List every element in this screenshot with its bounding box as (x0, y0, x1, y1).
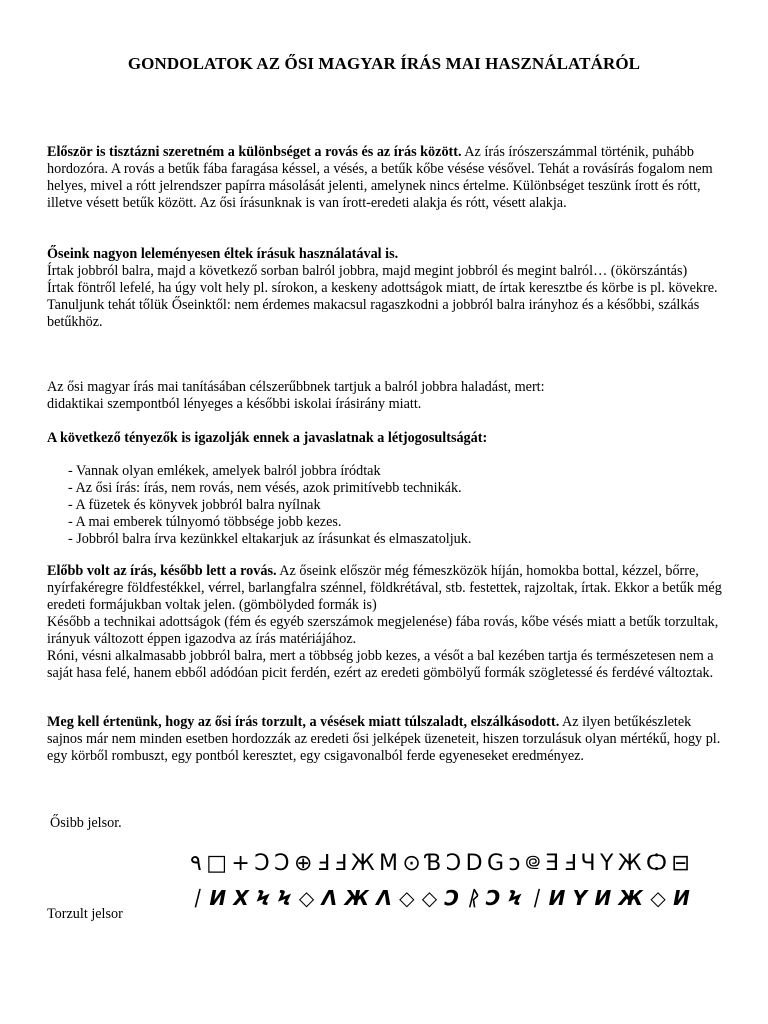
distorted-glyph: ◇ (650, 886, 666, 910)
paragraph-distortion (47, 714, 727, 765)
distorted-glyph: Ж (344, 886, 369, 910)
older-glyph: Ɔ (254, 851, 270, 876)
distorted-glyph: ᛁ (529, 886, 542, 910)
distorted-glyph: ᚱ (466, 886, 479, 910)
distorted-glyph: Ϟ (277, 886, 292, 910)
older-glyph: Ⅎ (333, 851, 347, 876)
older-glyph: Ⅎ (563, 851, 577, 876)
older-glyph: ↄ (508, 851, 521, 876)
list-item: - Jobbról balra írva kezünkkel eltakarjuk az írásunkat és elmaszatoljuk. (68, 531, 472, 547)
distorted-glyph-row (190, 886, 690, 910)
older-glyph: Ɔ (274, 851, 290, 876)
page-title: GONDOLATOK AZ ŐSI MAGYAR ÍRÁS MAI HASZNÁLATÁRÓL (127, 54, 641, 73)
older-glyph-row (190, 846, 690, 881)
older-glyph: ⊙ (402, 851, 421, 876)
paragraph-line: Írtak jobbról balra, majd a következő sorban balról jobbra, majd megint jobbról és megint balról… (ökörszántás) (47, 263, 688, 279)
distorted-glyph: Y (572, 886, 588, 910)
paragraph-ancestors-usage (47, 246, 727, 331)
older-glyph: ⊕ (293, 851, 313, 876)
paragraph-heading: Először is tisztázni szeretném a különbséget a rovás és az írás között. (47, 144, 462, 160)
distorted-glyph-row-label: Torzult jelsor (47, 906, 123, 922)
distorted-glyph: И (594, 886, 612, 910)
list-item: - A mai emberek túlnyomó többsége jobb kezes. (68, 514, 342, 530)
older-glyph: Ж (350, 851, 375, 876)
older-glyph: Ж (617, 851, 642, 876)
distorted-glyph: Ϟ (256, 886, 271, 910)
older-glyph: Ɔ (445, 851, 462, 876)
paragraph-body: Az őseink először még fémeszközök híján, homokba bottal, kézzel, bőrre, nyírfakéregre földfestékkel, vérrel, barlangfalra szénnel, földkrétával, stb. festettek, rajzoltak, írtak. Ekkor a betűk még eredeti formájukban voltak jelen. (gömbölyded formák is) (47, 563, 722, 613)
distorted-glyph: Ɔ (485, 886, 501, 910)
paragraph-body: Az írás írószerszámmal történik, puhább hordozóra. A rovás a betűk fába faragása késsel, a vésés, a betűk kőbe vésése vésővel. Tehát a rovásírás fogalom nem helyes, mivel a rótt jelrendszer papírra másolását jelenti, amelynek nincs értelme. Különbséget teszünk írott és rótt, illetve vésett betűk között. Az ősi írásunknak is van írott-eredeti alakja és rótt, vésett alakja. (47, 144, 713, 211)
list-item: - Vannak olyan emlékek, amelyek balról jobbra íródtak (68, 463, 381, 479)
paragraph-factors-heading (47, 430, 727, 447)
older-glyph-row-label: Ősibb jelsor. (50, 815, 122, 831)
distorted-glyph: ᛁ (190, 886, 202, 910)
older-glyph: Ɥ (580, 851, 596, 876)
distorted-glyph: Ж (618, 886, 644, 910)
paragraph-heading: Őseink nagyon leleményesen éltek írásuk használatával is. (47, 246, 399, 262)
distorted-glyph: Λ (321, 886, 338, 910)
distorted-glyph: Λ (376, 886, 392, 910)
distorted-glyph: ◇ (399, 886, 415, 910)
paragraph-writing-vs-carving (47, 144, 727, 212)
paragraph-heading: Előbb volt az írás, később lett a rovás. (47, 563, 277, 579)
list-item: - A füzetek és könyvek jobbról balra nyílnak (68, 497, 321, 513)
paragraph-line: Később a technikai adottságok (fém és egyéb szerszámok megjelenése) fába rovás, kőbe vésés miatt a betűk torzultak, irányuk változott éppen igazodva az írás matériájához. (47, 614, 719, 647)
paragraph-line: Az ősi magyar írás mai tanításában célszerűbbnek tartjuk a balról jobbra haladást, mert: (47, 379, 545, 395)
distorted-glyph: Ϟ (507, 886, 522, 910)
older-glyph: ᪤ (524, 850, 541, 875)
distorted-glyph: И (548, 886, 566, 910)
older-glyph: Ɓ (425, 851, 442, 876)
distorted-glyph: ◇ (421, 886, 438, 910)
older-glyph: Y (600, 851, 614, 876)
distorted-glyph: Ͻ (444, 886, 460, 910)
older-glyph: D (465, 851, 483, 876)
paragraph-line: Írtak föntről lefelé, ha úgy volt hely pl. sírokon, a keskeny adottságok miatt, de írtak keresztbe és körbe is pl. kövekre. (47, 280, 718, 296)
older-glyph: + (231, 851, 250, 876)
factors-list (68, 463, 471, 548)
older-glyph: Ǝ (545, 851, 560, 876)
distorted-glyph: И (673, 886, 690, 910)
distorted-glyph: И (209, 886, 227, 910)
older-glyph: G (486, 851, 504, 876)
paragraph-line: didaktikai szempontból lényeges a későbbi iskolai írásirány miatt. (47, 396, 422, 412)
paragraph-writing-before-carving (47, 563, 727, 682)
distorted-glyph: ◇ (298, 886, 315, 910)
paragraph-heading: A következő tényezők is igazolják ennek a javaslatnak a létjogosultságát: (47, 430, 488, 446)
list-item: - Az ősi írás: írás, nem rovás, nem vésés, azok primitívebb technikák. (68, 480, 462, 496)
older-glyph: ٩ (190, 851, 202, 876)
older-glyph: M (378, 851, 398, 876)
paragraph-teaching-direction (47, 379, 727, 413)
paragraph-line: Tanuljunk tehát tőlük Őseinktől: nem érdemes makacsul ragaszkodni a jobbról balra irányhoz és a későbbi, szálkás betűkhöz. (47, 297, 700, 330)
paragraph-heading: Meg kell értenünk, hogy az ősi írás torzult, a vésések miatt túlszaladt, elszálkásodott. (47, 714, 560, 730)
older-glyph: ⊟ (671, 851, 690, 876)
distorted-glyph: X (233, 886, 249, 910)
paragraph-line: Róni, vésni alkalmasabb jobbról balra, mert a többség jobb kezes, a vésőt a bal kezében tartja és természetesen nem a saját hasa felé, hanem ebből adódóan picit ferdén, ezért az eredeti gömbölyű formák szögletessé és ferdévé változtak. (47, 648, 714, 681)
older-glyph: □ (206, 851, 228, 876)
older-glyph: Ѻ (645, 851, 667, 876)
paragraph-body: Az ilyen betűkészletek sajnos már nem minden esetben hordozzák az eredeti ősi jelképek üzeneteit, hiszen torzulásuk olyan mértékű, hogy pl. egy körből rombuszt, egy pontból keresztet, egy csigavonalból ferde egyeneseket eredményez. (47, 714, 721, 764)
older-glyph: Ⅎ (316, 851, 330, 876)
